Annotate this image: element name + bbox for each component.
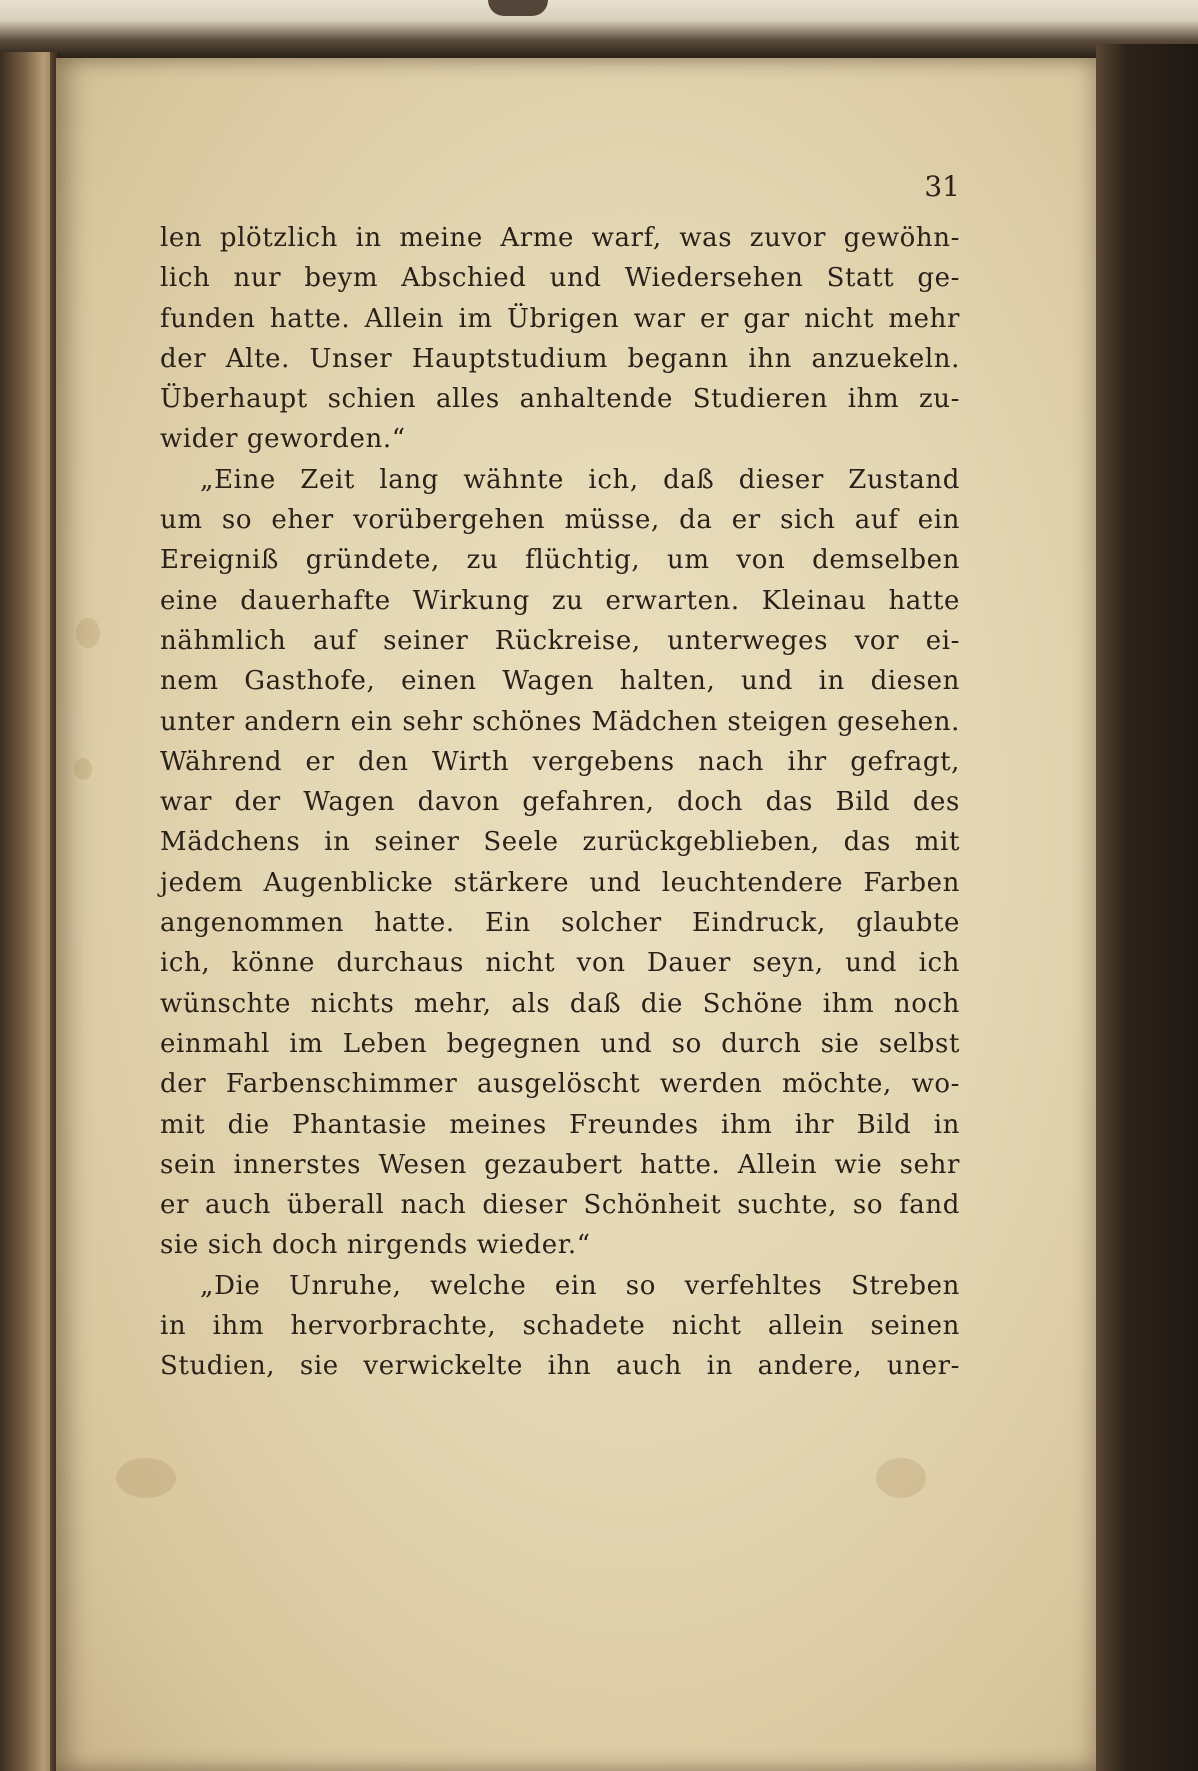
- page-number: 31: [924, 170, 960, 203]
- binding-mark: [488, 0, 548, 16]
- text-line: len plötzlich in meine Arme warf, was zuvor gewöhn-: [160, 223, 960, 253]
- text-line: der Farbenschimmer ausgelöscht werden möchte, wo-: [160, 1069, 960, 1100]
- text-line: in ihm hervorbrachte, schadete nicht allein seinen: [160, 1311, 960, 1342]
- text-line: Überhaupt schien alles anhaltende Studieren ihm zu-: [160, 384, 960, 415]
- paper-stain: [116, 1458, 176, 1498]
- text-line: „Eine Zeit lang wähnte ich, daß dieser Zustand: [200, 464, 960, 495]
- text-line: sie sich doch nirgends wieder.“: [160, 1230, 591, 1261]
- text-line: Mädchens in seiner Seele zurückgeblieben, das mit: [160, 827, 960, 858]
- text-line: Während er den Wirth vergebens nach ihr gefragt,: [160, 746, 960, 777]
- text-line: Ereigniß gründete, zu flüchtig, um von demselben: [160, 545, 960, 576]
- text-line: der Alte. Unser Hauptstudium begann ihn anzuekeln.: [160, 343, 960, 374]
- scan-top-border: [0, 0, 1198, 58]
- text-line: Studien, sie verwickelte ihn auch in andere, uner-: [160, 1351, 960, 1382]
- text-line: jedem Augenblicke stärkere und leuchtendere Farben: [160, 867, 960, 898]
- text-line: unter andern ein sehr schönes Mädchen steigen gesehen.: [160, 706, 960, 737]
- text-line: wider geworden.“: [160, 424, 406, 455]
- text-line: um so eher vorübergehen müsse, da er sich auf ein: [160, 505, 960, 536]
- paper-stain: [74, 758, 92, 780]
- paper-stain: [876, 1458, 926, 1498]
- text-line: angenommen hatte. Ein solcher Eindruck, glaubte: [160, 908, 960, 939]
- text-line: wünschte nichts mehr, als daß die Schöne ihm noch: [160, 988, 960, 1019]
- text-line: er auch überall nach dieser Schönheit suchte, so fand: [160, 1190, 960, 1221]
- book-cover-edge: [1096, 44, 1198, 1771]
- text-line: „Die Unruhe, welche ein so verfehltes Streben: [200, 1270, 960, 1301]
- text-line: einmahl im Leben begegnen und so durch sie selbst: [160, 1028, 960, 1059]
- text-line: sein innerstes Wesen gezaubert hatte. Allein wie sehr: [160, 1149, 960, 1180]
- text-line: ich, könne durchaus nicht von Dauer seyn, und ich: [160, 948, 960, 979]
- body-text: [160, 218, 960, 1387]
- text-line: war der Wagen davon gefahren, doch das Bild des: [160, 787, 960, 818]
- text-line: nähmlich auf seiner Rückreise, unterweges vor ei-: [160, 625, 960, 656]
- text-line: funden hatte. Allein im Übrigen war er gar nicht mehr: [160, 303, 960, 334]
- text-line: mit die Phantasie meines Freundes ihm ihr Bild in: [160, 1109, 960, 1140]
- text-line: eine dauerhafte Wirkung zu erwarten. Kleinau hatte: [160, 585, 960, 616]
- text-line: lich nur beym Abschied und Wiedersehen Statt ge-: [160, 263, 960, 294]
- paper-stain: [76, 618, 100, 648]
- text-line: nem Gasthofe, einen Wagen halten, und in diesen: [160, 666, 960, 697]
